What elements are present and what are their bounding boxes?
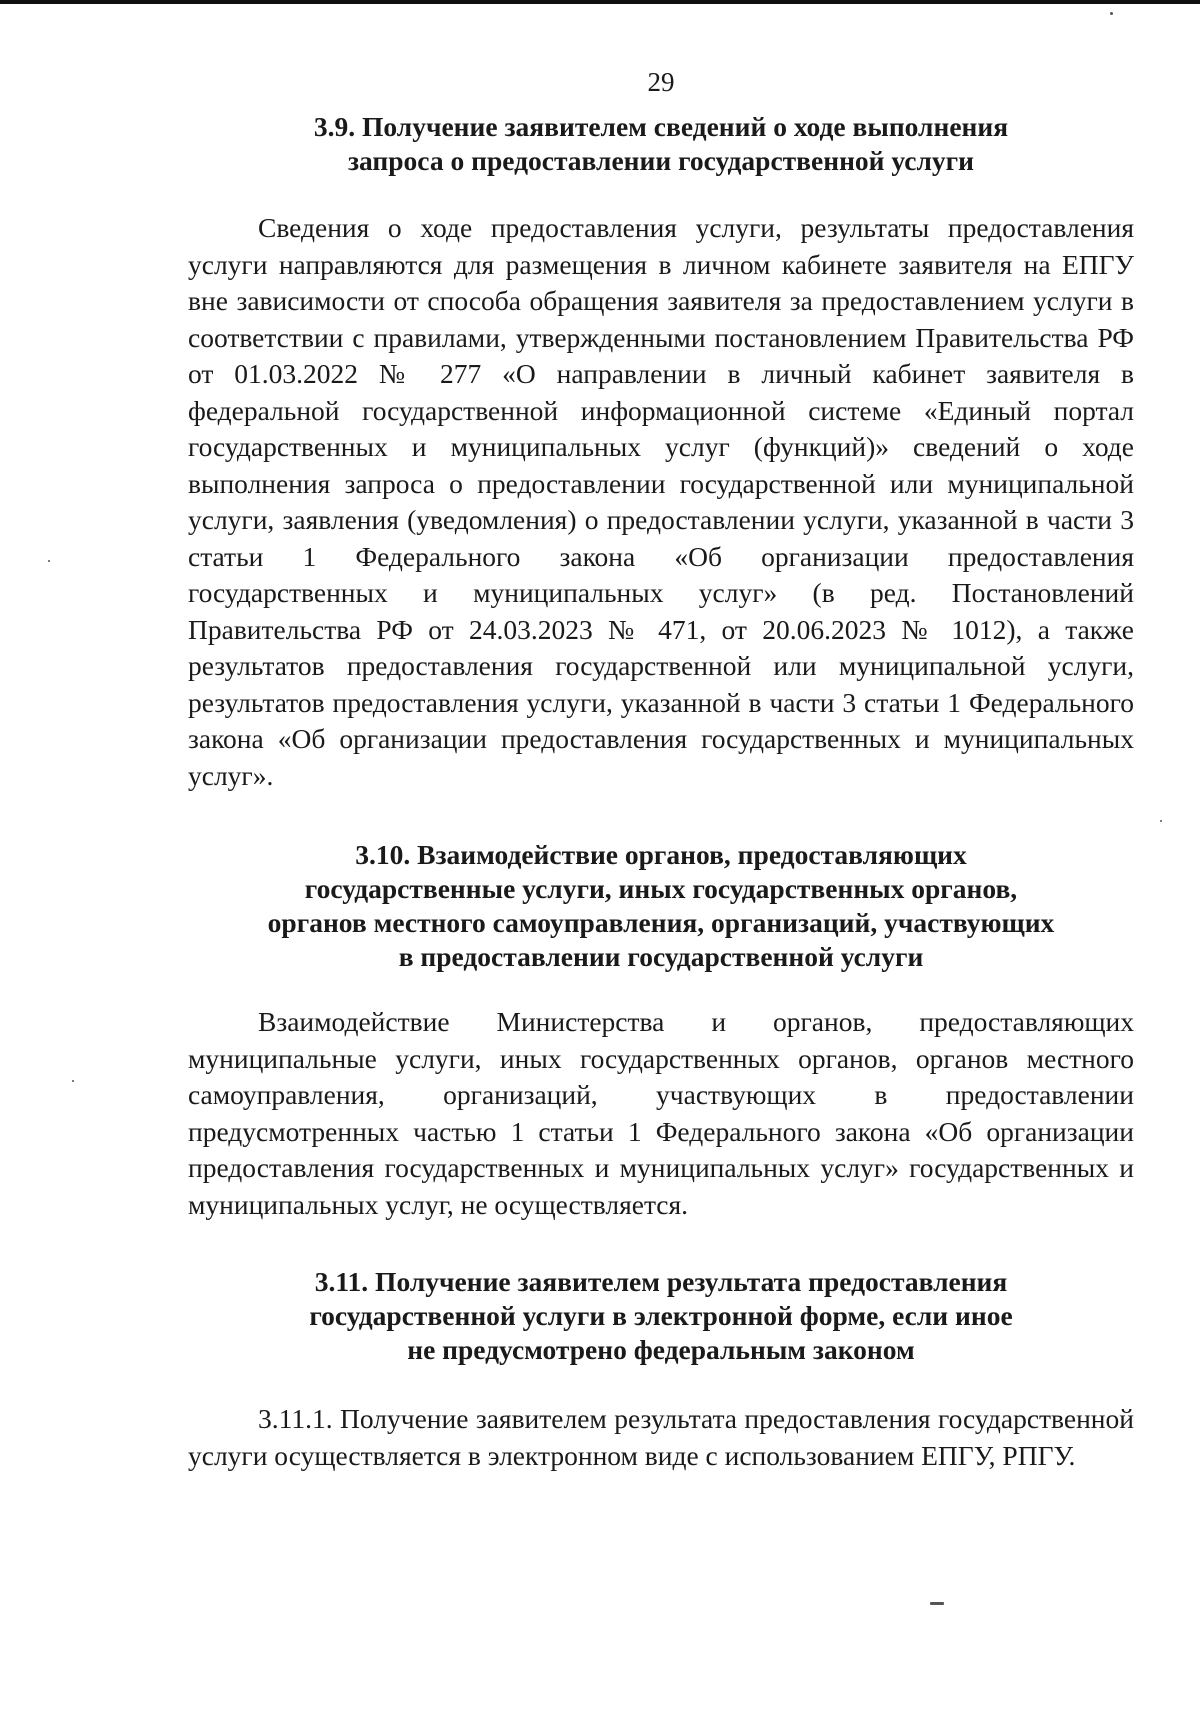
scan-speck bbox=[930, 1602, 944, 1605]
document-page bbox=[188, 60, 1134, 1474]
heading-line: 3.11. Получение заявителем результата предоставления bbox=[314, 1266, 1008, 1297]
section-3-10-heading bbox=[188, 838, 1134, 974]
page-number: 29 bbox=[647, 67, 675, 97]
heading-line: государственные услуги, иных государственных органов, bbox=[304, 873, 1018, 904]
scan-speck bbox=[1160, 820, 1162, 822]
heading-line: 3.10. Взаимодействие органов, предоставляющих bbox=[355, 839, 967, 870]
section-3-11-heading bbox=[188, 1265, 1134, 1367]
section-3-9-heading bbox=[188, 110, 1134, 178]
scan-speck bbox=[72, 1080, 74, 1082]
heading-line: 3.9. Получение заявителем сведений о ходе выполнения bbox=[313, 111, 1009, 142]
heading-line: запроса о предоставлении государственной услуги bbox=[347, 145, 974, 176]
scan-top-edge bbox=[0, 0, 1200, 4]
heading-line: в предоставлении государственной услуги bbox=[398, 941, 924, 972]
scan-speck bbox=[48, 560, 50, 562]
heading-line: органов местного самоуправления, организаций, участвующих bbox=[267, 907, 1055, 938]
section-3-10-paragraph: Взаимодействие Министерства и органов, предоставляющих муниципальные услуги, иных государственных органов, органов местного самоуправления, организаций, участвующих в предоставлении предусмотренных частью 1 статьи 1 Федерального закона «Об организации предоставления государственных и муниципальных услуг» государственных и муниципальных услуг, не осуществляется. bbox=[188, 1006, 1134, 1220]
section-3-9-paragraph: Сведения о ходе предоставления услуги, результаты предоставления услуги направляются для размещения в личном кабинете заявителя на ЕПГУ вне зависимости от способа обращения заявителя за предоставлением услуги в соответствии с правилами, утвержденными постановлением Правительства РФ от 01.03.2022 № 277 «О направлении в личный кабинет заявителя в федеральной государственной информационной системе «Единый портал государственных и муниципальных услуг (функций)» сведений о ходе выполнения запроса о предоставлении государственной или муниципальной услуги, заявления (уведомления) о предоставлении услуги, указанной в части 3 статьи 1 Федерального закона «Об организации предоставления государственных и муниципальных услуг» (в ред. Постановлений Правительства РФ от 24.03.2023 № 471, от 20.06.2023 № 1012), а также результатов предоставления государственной или муниципальной услуги, результатов предоставления услуги, указанной в части 3 статьи 1 Федерального закона «Об организации предоставления государственных и муниципальных услуг». bbox=[188, 212, 1134, 791]
section-3-11-paragraph: 3.11.1. Получение заявителем результата предоставления государственной услуги осуществляется в электронном виде с использованием ЕПГУ, РПГУ. bbox=[188, 1403, 1134, 1471]
scan-speck bbox=[1110, 12, 1113, 15]
heading-line: государственной услуги в электронной форме, если иное bbox=[309, 1300, 1013, 1331]
heading-line: не предусмотрено федеральным законом bbox=[407, 1334, 915, 1365]
